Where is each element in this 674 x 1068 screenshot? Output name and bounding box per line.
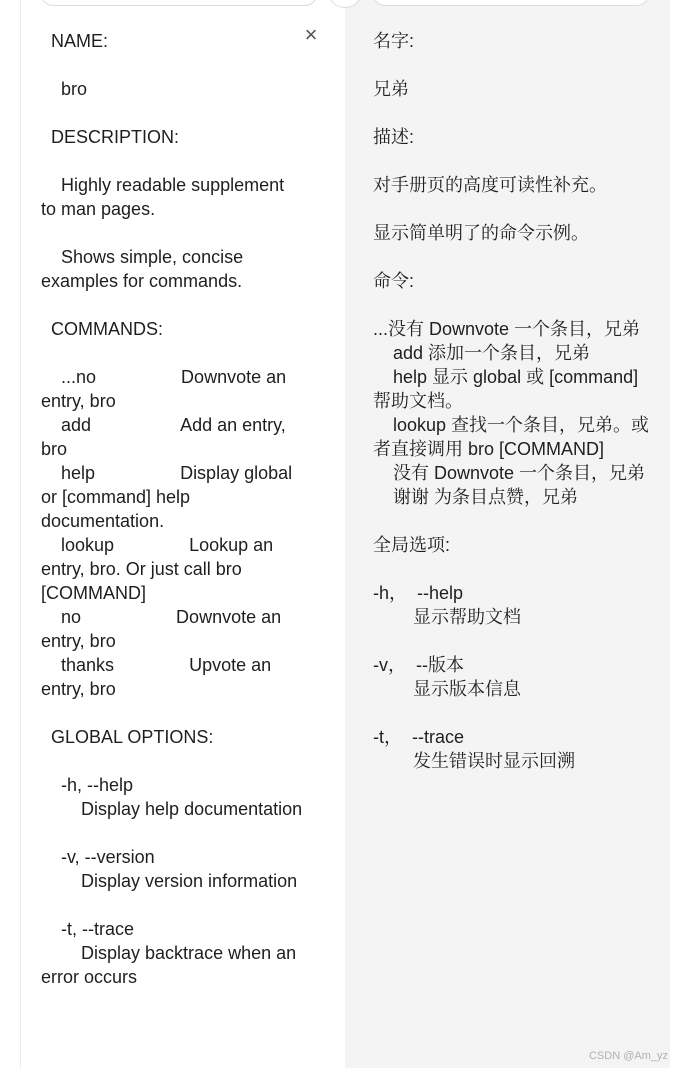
watermark: CSDN @Am_yz xyxy=(588,1050,668,1062)
close-icon[interactable]: × xyxy=(304,22,318,47)
target-language-selector[interactable] xyxy=(373,0,649,6)
translated-text: 名字: 兄弟 描述: 对手册页的高度可读性补充。 显示简单明了的命令示例。 命令: ...没有 Downvote 一个条目，兄弟 add 添加一个条目，兄弟 help 显示 global 或 [command] 帮助文档。 lookup 查找一个条目，兄弟。或者直接调用 bro [COMMAND] 没有 Downvote 一个条目，兄弟 谢谢 为条目点赞，兄弟 全局选项: -h， --help 显示帮助文档 -v， --版本 显示版本信息 -t， --trace 发生错误时显示回溯 xyxy=(373,31,650,771)
source-language-selector[interactable] xyxy=(41,0,317,6)
source-text[interactable]: NAME: bro DESCRIPTION: Highly readable supplement to man pages. Shows simple, concise examples for commands. COMMANDS: ...no Downvote an entry, bro add Add an entry, bro help Display global or [command] help documentation. lookup Lookup an entry, bro. Or just call bro [COMMAND] no Downvote an entry, bro thanks Upvote an entry, bro GLOBAL OPTIONS: -h, --help Display help documentation -v, --version Display version information -t, --trace Display backtrace when an error occurs xyxy=(41,31,303,987)
